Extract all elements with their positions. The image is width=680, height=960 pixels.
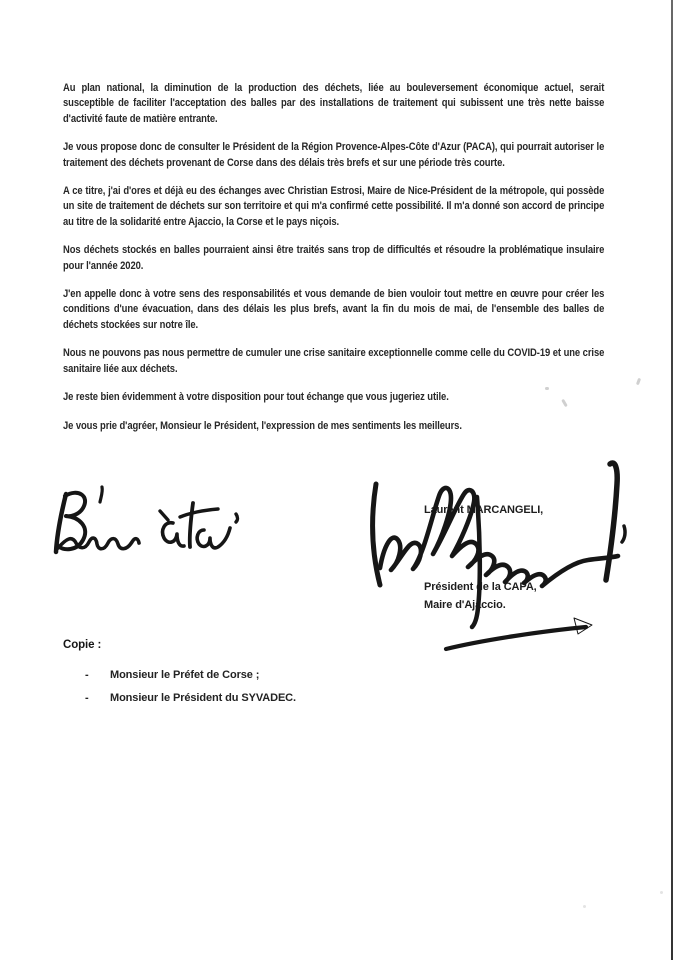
copy-label: Copie :: [63, 639, 102, 651]
copy-recipient: Monsieur le Président du SYVADEC.: [110, 692, 296, 704]
list-dash: -: [85, 669, 89, 681]
scan-speck: [583, 905, 586, 908]
copy-list: [85, 664, 296, 710]
letter-body: [63, 81, 604, 447]
paragraph-estrosi: A ce titre, j'ai d'ores et déjà eu des échanges avec Christian Estrosi, Maire de Nice-Président de la métropole, qui possède un site de traitement de déchets sur son territoire et qui m'a confirmé cette possibilité. Il m'a donné son accord de principe au titre de la solidarité entre Ajaccio, la Corse et le pays niçois.: [63, 185, 605, 228]
signatory-title-line2: Maire d'Ajaccio.: [424, 598, 506, 611]
scan-speck: [636, 378, 641, 386]
scan-speck: [545, 387, 549, 390]
signatory-title-line1: Président de la CAPA,: [424, 581, 537, 593]
paragraph-balles: Nos déchets stockés en balles pourraient ainsi être traités sans trop de difficultés et résoudre la problématique insulaire pour l'année 2020.: [63, 244, 605, 272]
signatory-name: Laurent MARCANGELI,: [424, 504, 544, 516]
scan-speck: [660, 891, 663, 894]
paragraph-appel: J'en appelle donc à votre sens des responsabilités et vous demande de bien vouloir tout mettre en œuvre pour créer les conditions d'une évacuation, dans des délais les plus brefs, avant la fin du mois de mai, de l'ensemble des balles de déchets stockées sur notre île.: [63, 288, 605, 331]
paragraph-national: Au plan national, la diminution de la production des déchets, liée au bouleversement économique actuel, serait susceptible de faciliter l'acceptation des balles par des installations de traitement qui subissent une très nette baisse d'activité faute de matière entrante.: [63, 82, 605, 125]
copy-item-prefet: [85, 664, 296, 687]
paragraph-covid: Nous ne pouvons pas nous permettre de cumuler une crise sanitaire exceptionnelle comme celle du COVID-19 et une crise sanitaire liée aux déchets.: [63, 347, 605, 375]
scan-edge-line: [671, 0, 673, 960]
copy-item-syvadec: [85, 687, 296, 710]
paragraph-salutation: Je vous prie d'agréer, Monsieur le Président, l'expression de mes sentiments les meilleurs.: [63, 419, 462, 432]
list-dash: -: [85, 692, 89, 704]
paragraph-disposition: Je reste bien évidemment à votre disposition pour tout échange que vous jugeriez utile.: [63, 391, 449, 404]
handwritten-closing: [50, 484, 250, 564]
paragraph-proposition-paca: Je vous propose donc de consulter le Président de la Région Provence-Alpes-Côte d'Azur (PACA), qui pourrait autoriser le traitement des déchets provenant de Corse dans des délais très brefs et sur une période très courte.: [63, 141, 605, 169]
copy-recipient: Monsieur le Préfet de Corse ;: [110, 669, 260, 681]
handwritten-arrow: [446, 618, 592, 649]
signature-scrawl: [358, 450, 648, 670]
